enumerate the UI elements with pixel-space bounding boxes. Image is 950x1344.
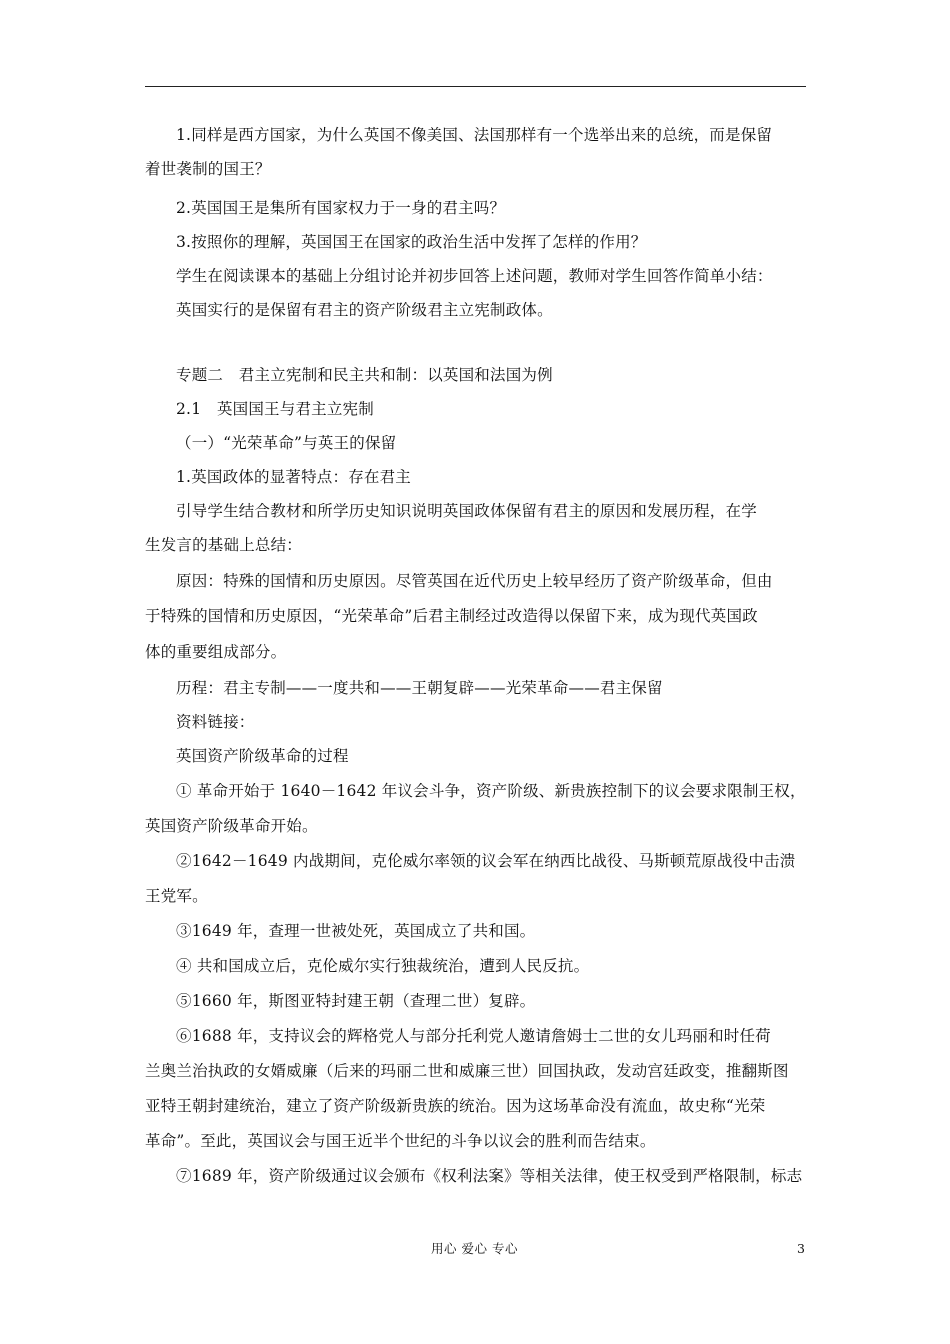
footer-motto: 用心 爱心 专心 bbox=[431, 1241, 518, 1256]
reason-line-2: 于特殊的国情和历史原因，“光荣革命”后君主制经过改造得以保留下来，成为现代英国政 bbox=[145, 607, 758, 625]
question-1-line-1: 1.同样是西方国家，为什么英国不像美国、法国那样有一个选举出来的总统，而是保留 bbox=[176, 126, 773, 144]
question-2: 2.英国国王是集所有国家权力于一身的君主吗？ bbox=[176, 199, 506, 217]
revolution-process-title: 英国资产阶级革命的过程 bbox=[176, 747, 349, 765]
summary-paragraph: 英国实行的是保留有君主的资产阶级君主立宪制政体。 bbox=[176, 301, 553, 319]
event-1-line-1: ① 革命开始于 1640－1642 年议会斗争，资产阶级、新贵族控制下的议会要求限制王权， bbox=[176, 782, 806, 800]
event-7-line-1: ⑦1689 年，资产阶级通过议会颁布《权利法案》等相关法律，使王权受到严格限制，标志 bbox=[176, 1167, 803, 1185]
question-3: 3.按照你的理解，英国国王在国家的政治生活中发挥了怎样的作用？ bbox=[176, 233, 647, 251]
section-heading: 2.1 英国国王与君主立宪制 bbox=[176, 400, 374, 418]
event-6-line-4: 革命”。至此，英国议会与国王近半个世纪的斗争以议会的胜利而告结束。 bbox=[145, 1132, 656, 1150]
event-2-line-1: ②1642－1649 内战期间，克伦威尔率领的议会军在纳西比战役、马斯顿荒原战役中击溃 bbox=[176, 852, 796, 870]
page-number: 3 bbox=[797, 1241, 805, 1256]
guidance-line-1: 引导学生结合教材和所学历史知识说明英国政体保留有君主的原因和发展历程，在学 bbox=[176, 502, 757, 520]
event-1-line-2: 英国资产阶级革命开始。 bbox=[145, 817, 318, 835]
discussion-paragraph: 学生在阅读课本的基础上分组讨论并初步回答上述问题，教师对学生回答作简单小结： bbox=[176, 267, 773, 285]
topic-heading: 专题二 君主立宪制和民主共和制：以英国和法国为例 bbox=[176, 366, 553, 384]
guidance-line-2: 生发言的基础上总结： bbox=[145, 536, 303, 554]
event-6-line-3: 亚特王朝封建统治，建立了资产阶级新贵族的统治。因为这场革命没有流血，故史称“光荣 bbox=[145, 1097, 766, 1115]
history-line: 历程：君主专制——一度共和——王朝复辟——光荣革命——君主保留 bbox=[176, 679, 663, 697]
reason-line-1: 原因：特殊的国情和历史原因。尽管英国在近代历史上较早经历了资产阶级革命，但由 bbox=[176, 572, 773, 590]
event-6-line-1: ⑥1688 年，支持议会的辉格党人与部分托利党人邀请詹姆士二世的女儿玛丽和时任荷 bbox=[176, 1027, 771, 1045]
event-5: ⑤1660 年，斯图亚特封建王朝（查理二世）复辟。 bbox=[176, 992, 536, 1010]
subsection-heading: （一）“光荣革命”与英王的保留 bbox=[176, 434, 397, 452]
event-2-line-2: 王党军。 bbox=[145, 887, 208, 905]
resource-link-label: 资料链接： bbox=[176, 713, 255, 731]
header-rule bbox=[145, 86, 806, 87]
event-6-line-2: 兰奥兰治执政的女婿威廉（后来的玛丽二世和威廉三世）回国执政，发动宫廷政变，推翻斯图 bbox=[145, 1062, 789, 1080]
reason-line-3: 体的重要组成部分。 bbox=[145, 643, 287, 661]
event-4: ④ 共和国成立后，克伦威尔实行独裁统治，遭到人民反抗。 bbox=[176, 957, 590, 975]
question-1-line-2: 着世袭制的国王？ bbox=[145, 160, 271, 178]
event-3: ③1649 年，查理一世被处死，英国成立了共和国。 bbox=[176, 922, 536, 940]
point-heading: 1.英国政体的显著特点：存在君主 bbox=[176, 468, 411, 486]
